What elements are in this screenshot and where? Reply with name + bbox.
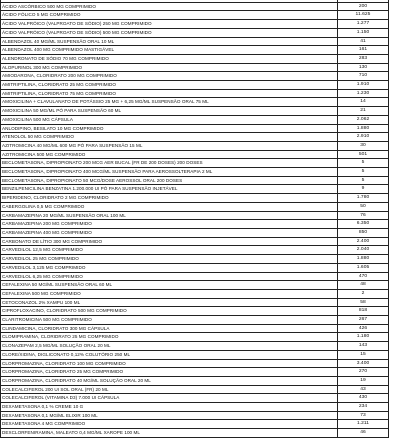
medication-name-cell: CLORPROMAZINA, CLORIDRATO 100 MG COMPRIMIDO <box>1 359 338 368</box>
table-row <box>1 272 389 281</box>
table-row <box>1 350 389 359</box>
quantity-cell: 501 <box>338 150 389 159</box>
quantity-cell: 50 <box>338 202 389 211</box>
medication-name-cell: AMITRIPTILINA, CLORIDRATO 25 MG COMPRIMIDO <box>1 81 338 90</box>
quantity-cell: 9 <box>338 185 389 194</box>
quantity-cell: 14 <box>338 98 389 107</box>
table-row <box>1 289 389 298</box>
quantity-cell: 41 <box>338 37 389 46</box>
medication-name-cell: ÁCIDO FÓLICO 5 MG COMPRIMIDO <box>1 11 338 20</box>
quantity-cell: 30 <box>338 141 389 150</box>
table-row <box>1 411 389 420</box>
table-row <box>1 37 389 46</box>
quantity-cell: 1.605 <box>338 263 389 272</box>
table-row <box>1 89 389 98</box>
medication-name-cell: CLORPROMAZINA, CLORIDRATO 25 MG COMPRIMIDO <box>1 368 338 377</box>
table-row <box>1 107 389 116</box>
table-row <box>1 307 389 316</box>
medication-name-cell: AZITROMICINA 40 MG/ML 600 MG PÓ PARA SUSPENSÃO 15 ML <box>1 141 338 150</box>
medication-name-cell: BECLOMETASONA, DIPROPIONATO 50 MCG/DOSE AEROSSOL ORAL 200 DOSES <box>1 176 338 185</box>
table-row <box>1 394 389 403</box>
table-row <box>1 28 389 37</box>
medication-name-cell: CLINDAMICINA, CLORIDRATO 300 MG CÁPSULA <box>1 324 338 333</box>
table-row <box>1 376 389 385</box>
quantity-cell: 818 <box>338 307 389 316</box>
quantity-cell: 5 <box>338 168 389 177</box>
table-row <box>1 220 389 229</box>
medication-name-cell: BECLOMETASONA, DIPROPIONATO 400 MCG/ML SUSPENSÃO PARA AEROSSOLTERAPIA 2 ML <box>1 168 338 177</box>
quantity-cell: 270 <box>338 368 389 377</box>
table-row <box>1 211 389 220</box>
medication-name-cell: ANLODIPINO, BESILATO 10 MG COMPRIMIDO <box>1 124 338 133</box>
medication-name-cell: ÁCIDO VALPRÓICO (VALPROATO DE SÓDIO) 250 MG COMPRIMIDO <box>1 20 338 29</box>
medication-name-cell: COLECALCIFEROL 200 UI SOL ORAL (FR) 20 ML <box>1 385 338 394</box>
quantity-cell: 48 <box>338 281 389 290</box>
medication-name-cell: CEFALEXINA 50 MG/ML SUSPENSÃO ORAL 60 ML <box>1 281 338 290</box>
quantity-cell: 850 <box>338 228 389 237</box>
quantity-cell: 15 <box>338 350 389 359</box>
table-row <box>1 420 389 429</box>
quantity-cell: 161 <box>338 46 389 55</box>
table-row <box>1 298 389 307</box>
medication-name-cell: CIPROFLOXACINO, CLORIDRATO 500 MG COMPRIMIDO <box>1 307 338 316</box>
table-row <box>1 194 389 203</box>
medication-name-cell: CARVEDILOL 12,5 MG COMPRIMIDO <box>1 246 338 255</box>
medication-name-cell: CLORPROMAZINA, CLORIDRATO 40 MG/ML SOLUÇÃO ORAL 20 ML <box>1 376 338 385</box>
table-row <box>1 342 389 351</box>
table-row <box>1 228 389 237</box>
medication-name-cell: ALOPURINOL 300 MG COMPRIMIDO <box>1 63 338 72</box>
quantity-cell: 710 <box>338 72 389 81</box>
quantity-cell: 43 <box>338 385 389 394</box>
quantity-cell: 21 <box>338 107 389 116</box>
medication-name-cell: AMOXICILINA + CLAVULANATO DE POTÁSSIO 25 MG + 6,25 MG/ML SUSPENSÃO ORAL 75 ML <box>1 98 338 107</box>
medication-name-cell: ATENOLOL 50 MG COMPRIMIDO <box>1 133 338 142</box>
table-row <box>1 324 389 333</box>
table-row <box>1 263 389 272</box>
table-row <box>1 46 389 55</box>
medication-name-cell: CARVEDILOL 3,125 MG COMPRIMIDO <box>1 263 338 272</box>
table-row <box>1 333 389 342</box>
quantity-cell: 283 <box>338 54 389 63</box>
table-row <box>1 176 389 185</box>
medication-name-cell: AMOXICILINA 50 MG/ML PÓ PARA SUSPENSÃO 60 ML <box>1 107 338 116</box>
medication-name-cell: ALENDRONATO DE SÓDIO 70 MG COMPRIMIDO <box>1 54 338 63</box>
quantity-cell: 1.277 <box>338 20 389 29</box>
medication-name-cell: CLOMIPRAMINA, CLORIDRATO 25 MG COMPRIMIDO <box>1 333 338 342</box>
medication-name-cell: CARBONATO DE LÍTIO 300 MG COMPRIMIDO <box>1 237 338 246</box>
medication-name-cell: CARBAMAZEPINA 20 MG/ML SUSPENSÃO ORAL 100 ML <box>1 211 338 220</box>
table-row <box>1 202 389 211</box>
table-row <box>1 168 389 177</box>
medication-name-cell: BECLOMETASONA, DIPROPIONATO 200 MCG AER BUCAL (FR DE 200 DOSES) 200 DOSES <box>1 159 338 168</box>
medication-name-cell: CARVEDILOL 6,25 MG COMPRIMIDO <box>1 272 338 281</box>
medication-name-cell: COLECALCIFEROL (VITAMINA D3) 7.000 UI CÁPSULA <box>1 394 338 403</box>
quantity-cell: 6.350 <box>338 220 389 229</box>
table-row <box>1 81 389 90</box>
medication-name-cell: CLORE/XIDINA, DIGLICONATO 0,12% COLUTÓRIO 250 ML <box>1 350 338 359</box>
quantity-cell: 1.180 <box>338 333 389 342</box>
quantity-cell: 143 <box>338 342 389 351</box>
quantity-cell: 1.780 <box>338 194 389 203</box>
table-body <box>1 0 389 437</box>
quantity-cell: 1.880 <box>338 255 389 264</box>
table-row <box>1 385 389 394</box>
medication-name-cell: BIPERIDENO, CLORIDRATO 2 MG COMPRIMIDO <box>1 194 338 203</box>
table-row <box>1 246 389 255</box>
quantity-cell: 1.230 <box>338 89 389 98</box>
table-row <box>1 115 389 124</box>
table-row <box>1 63 389 72</box>
table-row <box>1 11 389 20</box>
table-row <box>1 2 389 11</box>
quantity-cell: 5 <box>338 176 389 185</box>
quantity-cell: 73 <box>338 411 389 420</box>
medication-name-cell: ÁCIDO ASCÓRBICO 500 MG COMPRIMIDO <box>1 2 338 11</box>
medication-name-cell: CLONAZEPAM 2,5 MG/ML SOLUÇÃO ORAL 20 ML <box>1 342 338 351</box>
quantity-cell: 1.910 <box>338 81 389 90</box>
medication-name-cell: DEXAMETASONA 4 MG COMPRIMIDO <box>1 420 338 429</box>
medication-name-cell: DEXAMETASONA 0,1 MG/ML ELIXIR 100 ML <box>1 411 338 420</box>
medication-name-cell: CETOCONAZOL 2% XAMPU 100 ML <box>1 298 338 307</box>
quantity-cell: 130 <box>338 63 389 72</box>
medication-name-cell: ÁCIDO VALPRÓICO (VALPROATO DE SÓDIO) 500 MG COMPRIMIDO <box>1 28 338 37</box>
table-row <box>1 72 389 81</box>
medication-name-cell: CABERGOLINA 0,5 MG COMPRIMIDO <box>1 202 338 211</box>
medication-name-cell: ALBENDAZOL 40 MG/ML SUSPENSÃO ORAL 10 ML <box>1 37 338 46</box>
medication-name-cell: CARBAMAZEPINA 400 MG COMPRIMIDO <box>1 228 338 237</box>
medication-name-cell: AMIODARONA, CLORIDRATO 200 MG COMPRIMIDO <box>1 72 338 81</box>
table-row <box>1 98 389 107</box>
quantity-cell: 5 <box>338 159 389 168</box>
quantity-cell: 2.062 <box>338 115 389 124</box>
quantity-cell: 58 <box>338 298 389 307</box>
table-row <box>1 359 389 368</box>
quantity-cell: 11.625 <box>338 11 389 20</box>
quantity-cell: 1.880 <box>338 124 389 133</box>
quantity-cell: 2 <box>338 289 389 298</box>
medication-name-cell: AZITROMICINA 500 MG COMPRIMIDO <box>1 150 338 159</box>
quantity-cell: 267 <box>338 316 389 325</box>
medication-name-cell: CLARITROMICINA 500 MG COMPRIMIDO <box>1 316 338 325</box>
quantity-cell: 46 <box>338 429 389 438</box>
quantity-cell: 2.040 <box>338 246 389 255</box>
medication-name-cell: AMITRIPTILINA, CLORIDRATO 75 MG COMPRIMIDO <box>1 89 338 98</box>
table-row <box>1 316 389 325</box>
quantity-cell: 19 <box>338 376 389 385</box>
quantity-cell: 426 <box>338 324 389 333</box>
medication-name-cell: ALBENDAZOL 400 MG COMPRIMIDO MASTIGÁVEL <box>1 46 338 55</box>
table-row <box>1 54 389 63</box>
medication-name-cell: AMOXICILINA 500 MG CÁPSULA <box>1 115 338 124</box>
table-row <box>1 281 389 290</box>
table-row <box>1 429 389 438</box>
medication-name-cell: CARBAMAZEPINA 200 MG COMPRIMIDO <box>1 220 338 229</box>
quantity-cell: 430 <box>338 394 389 403</box>
quantity-cell: 3.400 <box>338 359 389 368</box>
quantity-cell: 234 <box>338 403 389 412</box>
medication-name-cell: DEXAMETASONA 0,1 % CREME 10 G <box>1 403 338 412</box>
table-row <box>1 141 389 150</box>
quantity-cell: 470 <box>338 272 389 281</box>
quantity-cell: 1.211 <box>338 420 389 429</box>
medication-name-cell: CEFALEXINA 500 MG COMPRIMIDO <box>1 289 338 298</box>
table-row <box>1 20 389 29</box>
table-row <box>1 237 389 246</box>
medication-name-cell: BENZILPENICILINA BENZATINA 1.200.000 UI PÓ PARA SUSPENSÃO INJETÁVEL <box>1 185 338 194</box>
quantity-cell: 200 <box>338 2 389 11</box>
quantity-cell: 2.910 <box>338 133 389 142</box>
table-row <box>1 124 389 133</box>
quantity-cell: 2.400 <box>338 237 389 246</box>
medication-name-cell: DEXCLORFENIRAMINA, MALEATO 0,4 MG/ML XAROPE 100 ML <box>1 429 338 438</box>
quantity-cell: 1.150 <box>338 28 389 37</box>
table-row <box>1 150 389 159</box>
quantity-cell: 76 <box>338 211 389 220</box>
table-row <box>1 255 389 264</box>
medication-name-cell: CARVEDILOL 25 MG COMPRIMIDO <box>1 255 338 264</box>
table-row <box>1 159 389 168</box>
table-row <box>1 133 389 142</box>
table-row <box>1 368 389 377</box>
table-row <box>1 185 389 194</box>
table-row <box>1 403 389 412</box>
